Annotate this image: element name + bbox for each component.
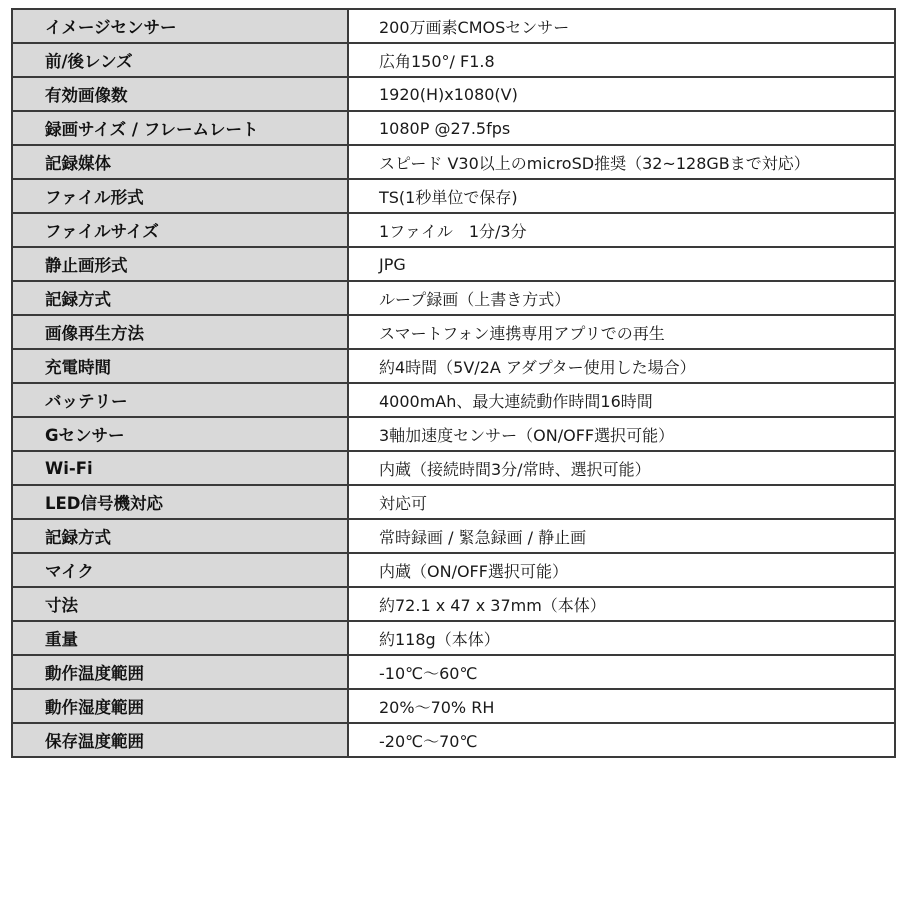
spec-value: -10℃～60℃	[348, 655, 895, 689]
spec-value: 対応可	[348, 485, 895, 519]
table-row	[12, 485, 895, 519]
spec-value: 200万画素CMOSセンサー	[348, 9, 895, 43]
table-row	[12, 621, 895, 655]
spec-value: 1ファイル 1分/3分	[348, 213, 895, 247]
spec-label: 充電時間	[12, 349, 348, 383]
spec-label: 動作湿度範囲	[12, 689, 348, 723]
spec-label: 寸法	[12, 587, 348, 621]
table-row	[12, 43, 895, 77]
table-row	[12, 77, 895, 111]
spec-value: 広角150°/ F1.8	[348, 43, 895, 77]
spec-label: Gセンサー	[12, 417, 348, 451]
spec-value: JPG	[348, 247, 895, 281]
spec-value: -20℃～70℃	[348, 723, 895, 757]
table-row	[12, 587, 895, 621]
spec-label: イメージセンサー	[12, 9, 348, 43]
table-row	[12, 723, 895, 757]
spec-value: ループ録画（上書き方式）	[348, 281, 895, 315]
table-row	[12, 145, 895, 179]
table-row	[12, 315, 895, 349]
spec-value: 約118g（本体）	[348, 621, 895, 655]
spec-table	[11, 8, 896, 758]
spec-value: スマートフォン連携専用アプリでの再生	[348, 315, 895, 349]
spec-value: 約4時間（5V/2A アダプター使用した場合）	[348, 349, 895, 383]
table-row	[12, 111, 895, 145]
spec-label: 静止画形式	[12, 247, 348, 281]
spec-label: 記録方式	[12, 281, 348, 315]
table-row	[12, 451, 895, 485]
table-row	[12, 9, 895, 43]
spec-label: LED信号機対応	[12, 485, 348, 519]
spec-label: 有効画像数	[12, 77, 348, 111]
spec-label: 録画サイズ / フレームレート	[12, 111, 348, 145]
spec-value: 内蔵（ON/OFF選択可能）	[348, 553, 895, 587]
spec-value: 3軸加速度センサー（ON/OFF選択可能）	[348, 417, 895, 451]
spec-value: 20%～70% RH	[348, 689, 895, 723]
spec-value: 常時録画 / 緊急録画 / 静止画	[348, 519, 895, 553]
spec-label: 動作温度範囲	[12, 655, 348, 689]
spec-label: ファイルサイズ	[12, 213, 348, 247]
table-row	[12, 281, 895, 315]
table-row	[12, 247, 895, 281]
spec-label: 保存温度範囲	[12, 723, 348, 757]
spec-label: 重量	[12, 621, 348, 655]
table-row	[12, 655, 895, 689]
spec-value: 4000mAh、最大連続動作時間16時間	[348, 383, 895, 417]
spec-label: 画像再生方法	[12, 315, 348, 349]
spec-value: 1920(H)x1080(V)	[348, 77, 895, 111]
spec-label: 前/後レンズ	[12, 43, 348, 77]
table-row	[12, 349, 895, 383]
spec-label: マイク	[12, 553, 348, 587]
spec-value: 内蔵（接続時間3分/常時、選択可能）	[348, 451, 895, 485]
spec-label: Wi-Fi	[12, 451, 348, 485]
table-row	[12, 213, 895, 247]
spec-label: 記録方式	[12, 519, 348, 553]
spec-table-body	[12, 9, 895, 757]
table-row	[12, 383, 895, 417]
spec-value: スピード V30以上のmicroSD推奨（32~128GBまで対応）	[348, 145, 895, 179]
table-row	[12, 519, 895, 553]
table-row	[12, 689, 895, 723]
spec-label: 記録媒体	[12, 145, 348, 179]
table-row	[12, 553, 895, 587]
spec-label: バッテリー	[12, 383, 348, 417]
spec-value: 1080P @27.5fps	[348, 111, 895, 145]
table-row	[12, 417, 895, 451]
table-row	[12, 179, 895, 213]
spec-label: ファイル形式	[12, 179, 348, 213]
spec-value: TS(1秒単位で保存)	[348, 179, 895, 213]
spec-value: 約72.1 x 47 x 37mm（本体）	[348, 587, 895, 621]
